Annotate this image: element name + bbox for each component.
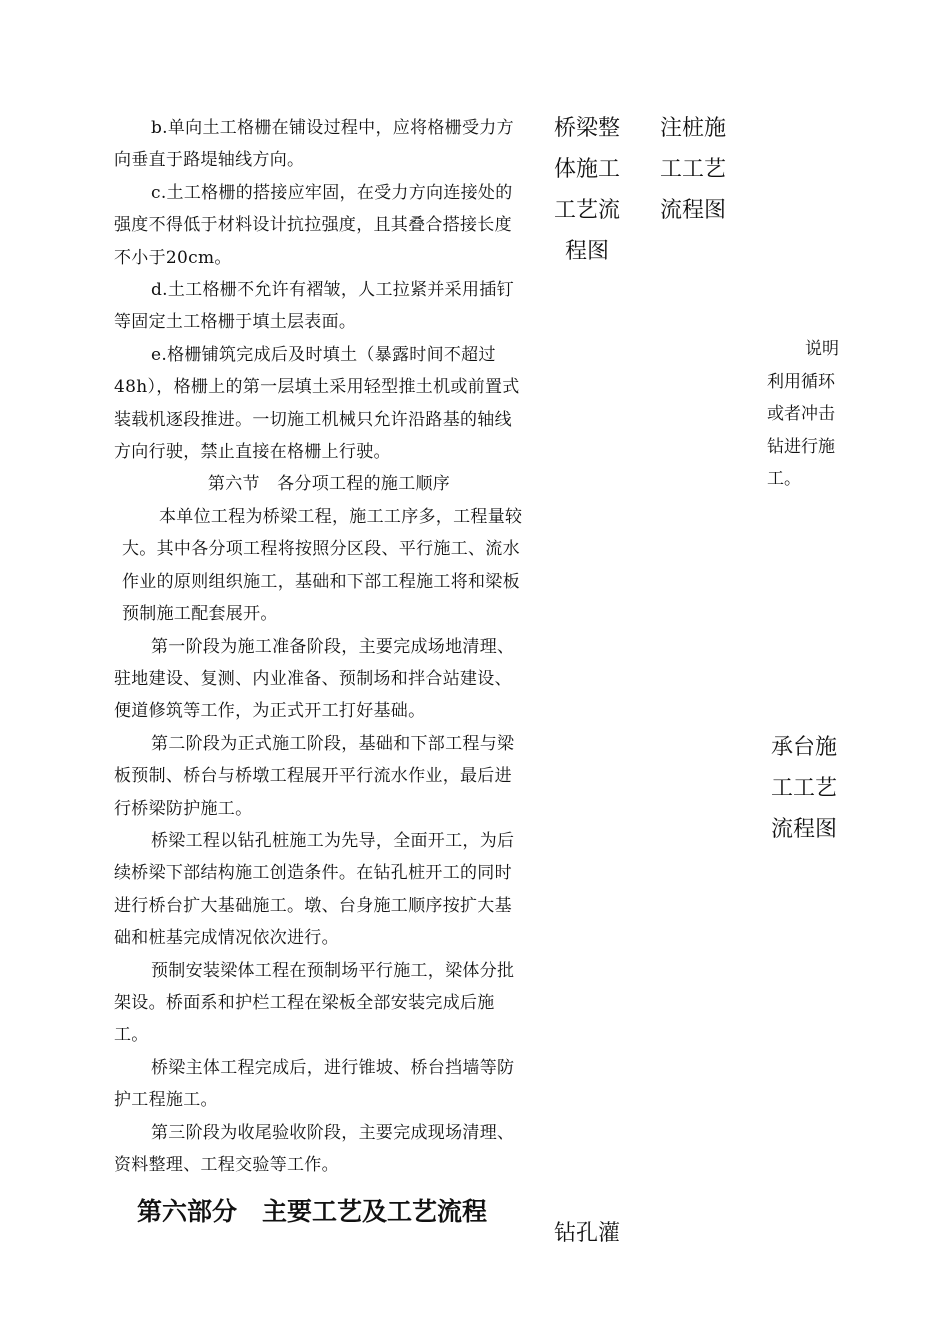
label-line: 承台施 [771,735,838,760]
paragraph-e: e.格栅铺筑完成后及时填土（暴露时间不超过48h），格栅上的第一层填土采用轻型推土机或前置式装载机逐段推进。一切施工机械只允许沿路基的轴线方向行驶，禁止直接在格栅上行驶。 [114,344,520,463]
paragraph-bridge: 桥梁工程以钻孔桩施工为先导，全面开工，为后续桥梁下部结构施工创造条件。在钻孔桩开工的同时进行桥台扩大基础施工。墩、台身施工顺序按扩大基础和桩基完成情况依次进行。 [114,830,515,949]
part-title: 第六部分 主要工艺及工艺流程 [137,1197,488,1226]
label-line: 工工艺 [771,776,838,801]
label-line: 体施工 [554,157,621,182]
note-title: 说明 [805,339,839,359]
label-line: 钻孔灌 [554,1221,621,1246]
main-text-column [114,112,524,1181]
drill-flowchart-label [554,1213,620,1254]
paragraph-b: b.单向土工格栅在铺设过程中，应将格栅受力方向垂直于路堤轴线方向。 [114,118,514,171]
note-block [767,333,839,496]
paragraph-d: d.土工格栅不允许有褶皱，人工拉紧并采用插钉等固定土工格栅于填土层表面。 [114,280,514,333]
label-line: 流程图 [660,198,727,223]
label-line: 工艺流 [554,198,621,223]
paragraph-stage2: 第二阶段为正式施工阶段，基础和下部工程与梁板预制、桥台与桥墩工程展开平行流水作业，最后进行桥梁防护施工。 [114,733,515,819]
label-line: 桥梁整 [554,116,621,141]
paragraph-stage3: 第三阶段为收尾验收阶段，主要完成现场清理、资料整理、工程交验等工作。 [114,1122,515,1175]
bridge-whole-flowchart-label [554,108,620,272]
section-title: 第六节 各分项工程的施工顺序 [207,474,451,495]
note-line: 或者冲击 [767,404,835,424]
label-line: 工工艺 [660,157,727,182]
cap-flowchart-label [771,727,837,850]
paragraph-intro: 本单位工程为桥梁工程，施工工序多，工程量较大。其中各分项工程将按照分区段、平行施工、流水作业的原则组织施工，基础和下部工程施工将和梁板预制施工配套展开。 [122,506,523,625]
paragraph-prefab: 预制安装梁体工程在预制场平行施工，梁体分批架设。桥面系和护栏工程在梁板全部安装完成后施工。 [114,960,515,1046]
label-line: 注桩施 [660,116,727,141]
pile-flowchart-label [660,108,726,231]
paragraph-stage1: 第一阶段为施工准备阶段，主要完成场地清理、驻地建设、复测、内业准备、预制场和拌合站建设、便道修筑等工作，为正式开工打好基础。 [114,636,515,722]
label-line: 流程图 [771,817,838,842]
note-line: 钻进行施 [767,436,835,457]
label-line: 程图 [565,239,610,264]
paragraph-main-works: 桥梁主体工程完成后，进行锥坡、桥台挡墙等防护工程施工。 [114,1057,515,1111]
paragraph-c: c.土工格栅的搭接应牢固，在受力方向连接处的强度不得低于材料设计抗拉强度，且其叠合搭接长度不小于20cm。 [114,182,513,268]
note-line: 利用循环 [767,371,835,392]
note-line: 工。 [767,469,801,489]
